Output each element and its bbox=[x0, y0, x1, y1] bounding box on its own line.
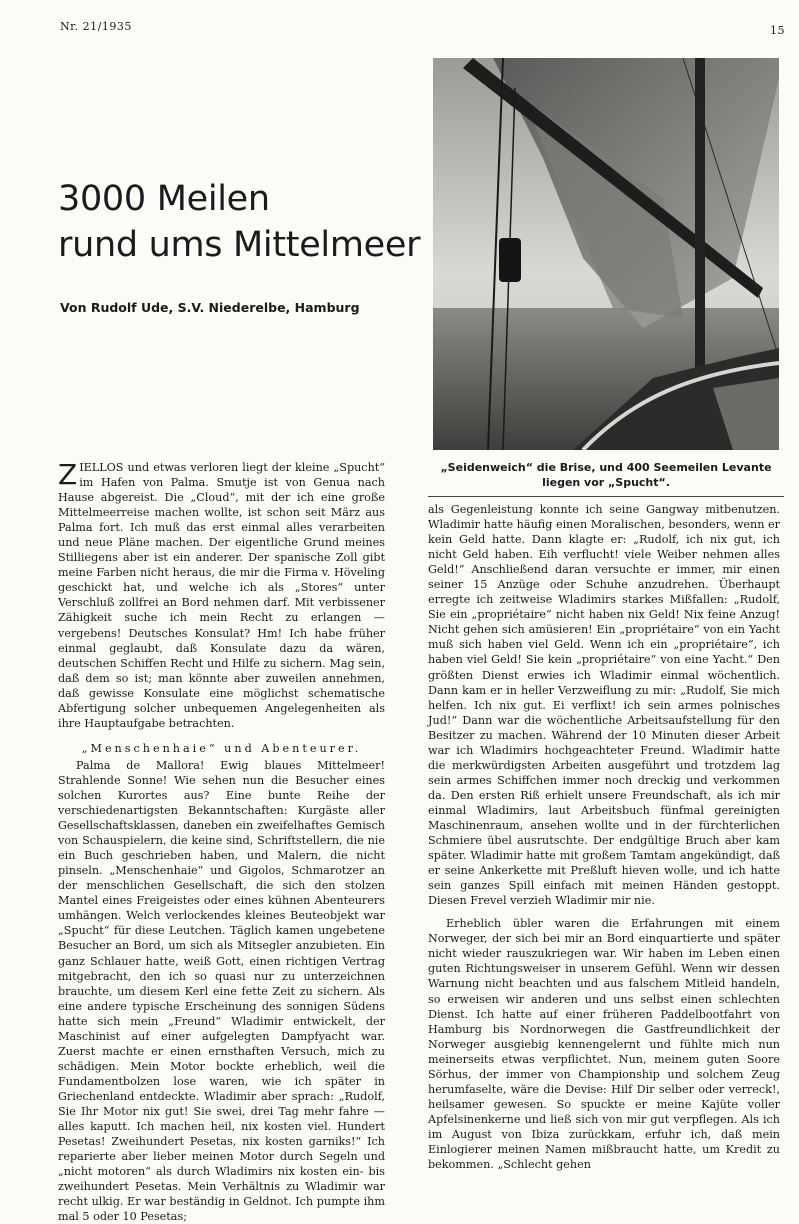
section-subheading: „Menschenhaie“ und Abenteurer. bbox=[81, 741, 362, 755]
photo-block bbox=[499, 238, 521, 282]
paragraph-norweger: Erheblich übler waren die Erfahrungen mit einem Norweger, der sich bei mir an Bord einquartierte und später nicht wieder rauszukriegen war. Wir haben im Leben einen guten Richtungsweiser in unserem Gefühl. Wenn wir dessen Warnung nicht beachten und aus falschem Mitleid handeln, so erweisen wir anderen und uns selbst einen schlechten Dienst. Ich hatte auf einer früheren Paddelbootfahrt von Hamburg bis Nordnorwegen die Gastfreundlichkeit der Norweger ausgiebig kennengelernt und fühlte mich nun meinerseits etwas verpflichtet. Nun, meinem guten Soore Sörhus, der immer von Championship und solchem Zeug herumfaselte, wäre die Devise: Hilf Dir selber oder verreck!, heilsamer gewesen. So spuckte er meine Kajüte voller Apfelsinenkerne und ließ sich von mir gut verpflegen. Als ich im August von Ibiza zurückkam, erfuhr ich, daß mein Einlogierer meinen Namen mißbraucht hatte, um Kredit zu bekommen. „Schlecht gehen bbox=[428, 917, 780, 1172]
issue-number: Nr. 21/1935 bbox=[60, 20, 132, 33]
sailboat-photo bbox=[433, 58, 779, 450]
byline: Von Rudolf Ude, S.V. Niederelbe, Hamburg bbox=[60, 300, 360, 315]
paragraph-palma: Palma de Mallora! Ewig blaues Mittelmeer! Strahlende Sonne! Wie sehen nun die Besucher eines solchen Kurortes aus? Eine bunte Reihe der verschiedenartigsten Bekanntschaften: Kurgäste aller Gesellschaftsklassen, daneben ein zweifelhaftes Gemisch von Schauspielern, die keine sind, Schriftstellern, die nie ein Buch geschrieben haben, und Malern, die nicht pinseln. „Menschenhaie“ und Gigolos, Schmarotzer an der menschlichen Gesellschaft, die sich den stolzen Mantel eines Freigeistes oder eines kühnen Abenteurers umhängen. Welch verlockendes kleines Beuteobjekt war „Spucht“ für diese Leutchen. Täglich kamen ungebetene Besucher an Bord, um sich als Mitsegler anzubieten. Ein ganz Schlauer hatte, weiß Gott, einen richtigen Vertrag mitgebracht, den ich so quasi nur zu unterzeichnen brauchte, um diesem Kerl eine fette Zeit zu sichern. Als eine andere typische Erscheinung des sonnigen Südens hatte sich mein „Freund“ Wladimir entwickelt, der Maschinist auf einer aufgelegten Dampfyacht war. Zuerst machte er einen ernsthaften Versuch, mich zu schädigen. Mein Motor bockte erheblich, weil die Fundamentbolzen lose waren, wie ich später in Griechenland entdeckte. Wladimir aber sprach: „Rudolf, Sie Ihr Motor nix gut! Sie swei, drei Tag mehr fahre — alles kaputt. Ich machen heil, nix kosten viel. Hundert Pesetas! Zweihundert Pesetas, nix kosten garniks!“ Ich reparierte aber lieber meinen Motor durch Segeln und „nicht motoren“ als durch Wladimirs nix kosten ein- bis zweihundert Pesetas. Mein Verhältnis zu Wladimir war recht ulkig. Er war beständig in Geldnot. Ich pumpte ihm mal 5 oder 10 Pesetas; bbox=[58, 758, 385, 1224]
photo-mast bbox=[695, 58, 705, 368]
paragraph-wladimir: als Gegenleistung konnte ich seine Gangway mitbenutzen. Wladimir hatte häufig einen Moralischen, besonders, wenn er kein Geld hatte. Dann klagte er: „Rudolf, ich nix gut, ich nicht Geld haben. Eih verflucht! viele Weiber nehmen alles Geld!“ Anschließend daran versuchte er immer, mir einen seiner 15 Anzüge oder Schuhe anzudrehen. Überhaupt erregte ich zeitweise Wladimirs starkes Mißfallen: „Rudolf, Sie ein „propriétaire“ nicht haben nix Geld! Nix feine Anzug! Nicht gehen sich amüsieren! Ein „propriétaire“ von ein Yacht muß sich haben viel Geld. Wenn ich ein „propriétaire“, ich haben viel Geld! Sie kein „propriétaire“ von eine Yacht.“ Den größten Dienst erwies ich Wladimir einmal wöchentlich. Dann kam er in heller Verzweiflung zu mir: „Rudolf, Sie mich helfen. Ich nix gut. Ei verflixt! ich sein armes polnisches Jud!“ Dann war die wöchentliche Arbeitsaufstellung für den Besitzer zu machen. Während der 10 Minuten dieser Arbeit war ich Wladimirs hochgeachteter Freund. Wladimir hatte die merkwürdigsten Arbeiten ausgeführt und trotzdem lag sein armes Schiffchen immer noch dreckig und verkommen da. Den ersten Riß erhielt unsere Freundschaft, als ich mir einmal Wladimirs, laut Arbeitsbuch fünfmal gereinigten Maschinenraum, ansehen wollte und in der fürchterlichen Schmiere übel ausrutschte. Der endgültige Bruch aber kam später. Wladimir hatte mit großem Tamtam angekündigt, daß er seine Ankerkette mit Preßluft hieven wolle, und ich hatte sein ganzes Spill einfach mit meinen Händen gestoppt. Diesen Frevel verzieh Wladimir mir nie. bbox=[428, 503, 780, 908]
text-column-left bbox=[58, 460, 385, 1224]
drop-cap: Z bbox=[58, 458, 78, 491]
caption-divider bbox=[428, 496, 784, 497]
paragraph-intro bbox=[58, 460, 385, 731]
title-line-1: 3000 Meilen bbox=[58, 179, 270, 219]
title-line-2: rund ums Mittelmeer bbox=[58, 225, 421, 265]
article-title bbox=[58, 176, 438, 268]
text-column-right bbox=[428, 502, 780, 1172]
paragraph-intro-text: IELLOS und etwas verloren liegt der kleine „Spucht“ im Hafen von Palma. Smutje ist von Genua nach Hause abgereist. Die „Cloud“, mit der ich eine große Mittelmeerreise machen wollte, ist schon seit März aus Palma fort. Ich muß das erst einmal alles verarbeiten und neue Pläne machen. Der eigentliche Grund meines Stilliegens aber ist ein anderer. Der spanische Zoll gibt meine Farben nicht heraus, die mir die Firma v. Höveling geschickt hat, und welche ich als „Stores“ unter Verschluß zollfrei an Bord nehmen darf. Mit verbissener Zähigkeit suche ich mein Recht zu erlangen — vergebens! Deutsches Konsulat? Hm! Ich habe früher einmal geglaubt, daß Konsulate dazu da wären, deutschen Schiffen Recht und Hilfe zu sichern. Mag sein, daß dem so ist; man könnte aber zuweilen annehmen, daß gewisse Konsulate eine möglichst schematische Abfertigung solcher unbequemen Angelegenheiten als ihre Hauptaufgabe betrachten. bbox=[58, 461, 385, 730]
page-number: 15 bbox=[770, 24, 785, 37]
photo-caption: „Seidenweich“ die Brise, und 400 Seemeilen Levante liegen vor „Spucht“. bbox=[440, 461, 772, 489]
